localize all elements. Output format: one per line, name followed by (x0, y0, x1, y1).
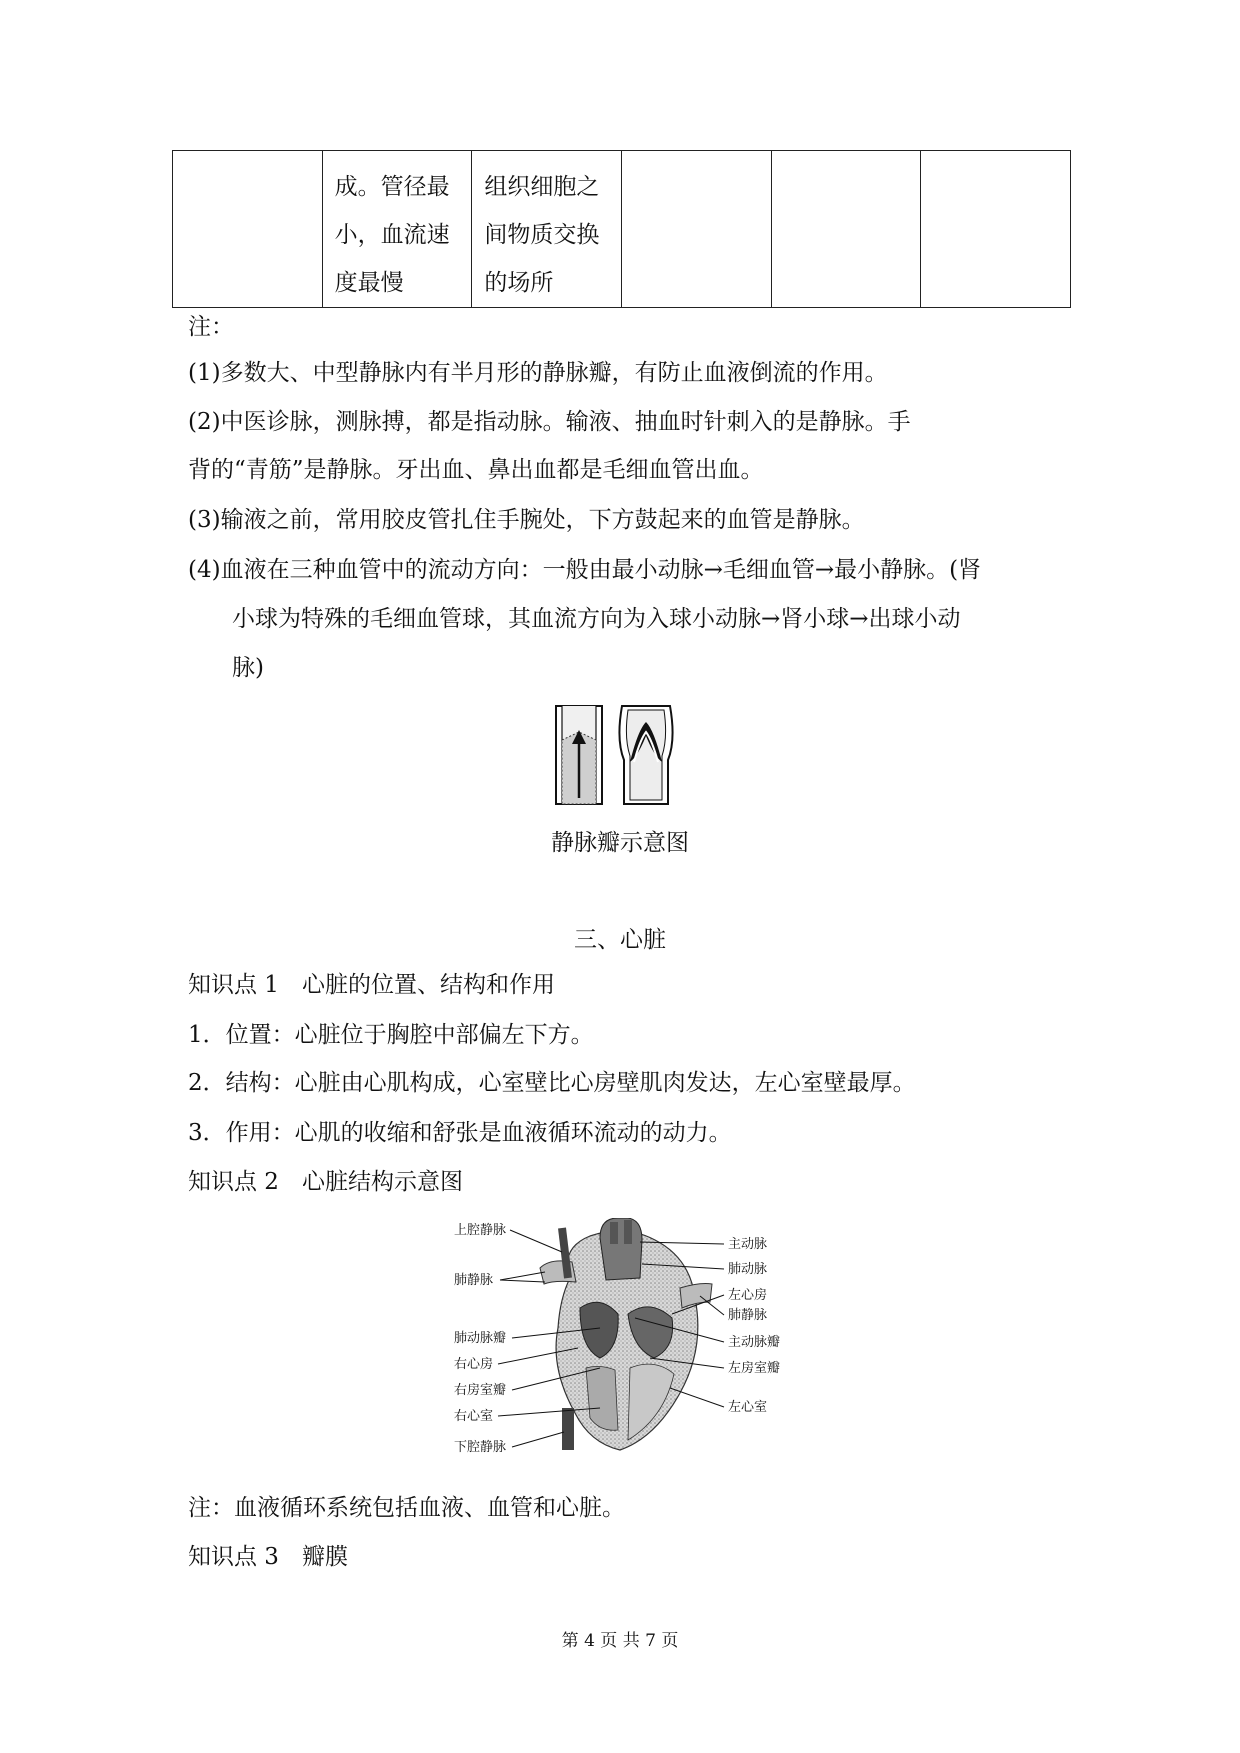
section-title: 三、心脏 (574, 927, 666, 953)
table-cell (771, 151, 921, 308)
heart-label: 左心房 (728, 1288, 768, 1303)
heart-label: 下腔静脉 (454, 1440, 507, 1455)
note-1: (1)多数大、中型静脉内有半月形的静脉瓣，有防止血液倒流的作用。 (188, 360, 888, 386)
vein-valve-figure (550, 700, 680, 810)
closed-valve-vein (619, 706, 672, 804)
heart-right-labels (728, 1236, 780, 1415)
note-2-line-1: (2)中医诊脉，测脉搏，都是指动脉。输液、抽血时针刺入的是静脉。手 (188, 409, 911, 435)
knowledge-point-3-title: 知识点 3 瓣膜 (188, 1544, 348, 1570)
table-cell (621, 151, 771, 308)
heart-label: 肺动脉 (728, 1262, 768, 1277)
open-valve-vein (556, 706, 602, 804)
kp1-function: 3．作用：心肌的收缩和舒张是血液循环流动的动力。 (188, 1120, 732, 1146)
page-footer: 第 4 页 共 7 页 (561, 1631, 679, 1651)
notes-heading: 注： (188, 314, 234, 340)
knowledge-point-1-title: 知识点 1 心脏的位置、结构和作用 (188, 972, 555, 998)
heart-label: 右心房 (454, 1357, 494, 1372)
heart-label: 左心室 (728, 1400, 768, 1415)
heart-label: 肺静脉 (728, 1308, 768, 1323)
vessel-table-continuation (172, 150, 1071, 308)
knowledge-point-2-title: 知识点 2 心脏结构示意图 (188, 1169, 463, 1195)
note-4-line-2: 小球为特殊的毛细血管球，其血流方向为入球小动脉→肾小球→出球小动 (232, 606, 961, 632)
heart-label: 左房室瓣 (728, 1361, 781, 1376)
vein-figure-caption: 静脉瓣示意图 (551, 830, 689, 856)
heart-label: 右心室 (454, 1409, 494, 1424)
kp1-position: 1．位置：心脏位于胸腔中部偏左下方。 (188, 1022, 594, 1048)
note-4-line-3: 脉) (232, 655, 264, 681)
heart-structure-diagram (450, 1218, 790, 1463)
heart-illustration (540, 1218, 712, 1450)
heart-label: 主动脉 (728, 1237, 768, 1252)
kp1-structure: 2．结构：心脏由心肌构成，心室壁比心房壁肌肉发达，左心室壁最厚。 (188, 1070, 916, 1096)
note-4-line-1: (4)血液在三种血管中的流动方向：一般由最小动脉→毛细血管→最小静脉。(肾 (188, 557, 982, 583)
heart-label: 肺动脉瓣 (454, 1331, 507, 1346)
heart-left-labels (454, 1222, 506, 1455)
table-cell: 成。管径最小，血流速度最慢 (322, 151, 472, 308)
heart-label: 上腔静脉 (454, 1223, 507, 1238)
table-row (173, 151, 1071, 308)
table-cell (173, 151, 323, 308)
table-cell: 组织细胞之间物质交换的场所 (472, 151, 622, 308)
note-2-line-2: 背的“青筋”是静脉。牙出血、鼻出血都是毛细血管出血。 (188, 457, 764, 483)
table-cell (921, 151, 1071, 308)
heart-label: 右房室瓣 (454, 1383, 507, 1398)
note-3: (3)输液之前，常用胶皮管扎住手腕处，下方鼓起来的血管是静脉。 (188, 507, 865, 533)
heart-label: 主动脉瓣 (728, 1335, 781, 1350)
note-circulatory-system: 注：血液循环系统包括血液、血管和心脏。 (188, 1495, 625, 1521)
heart-label: 肺静脉 (454, 1273, 494, 1288)
